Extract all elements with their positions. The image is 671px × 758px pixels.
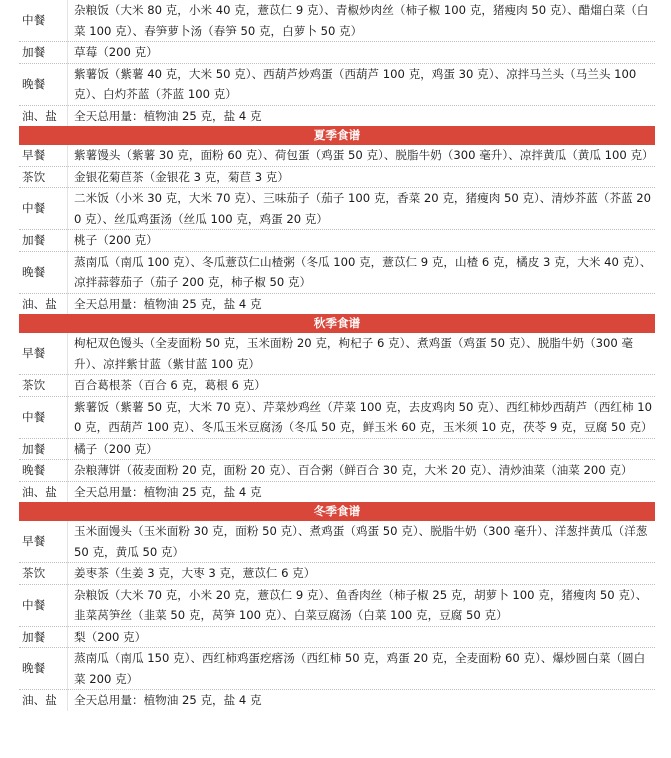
meal-content: 杂粮饭（大米 80 克，小米 40 克，薏苡仁 9 克）、青椒炒肉丝（柿子椒 100 克，猪瘦肉 50 克）、醋熘白菜（白菜 100 克）、春笋萝卜汤（春笋 50 克，白萝卜 50 克） xyxy=(74,3,649,38)
meal-content: 玉米面馒头（玉米面粉 30 克，面粉 50 克）、煮鸡蛋（鸡蛋 50 克）、脱脂牛奶（300 毫升）、洋葱拌黄瓜（洋葱 50 克，黄瓜 50 克） xyxy=(74,524,648,559)
meal-content: 金银花菊苣茶（金银花 3 克，菊苣 3 克） xyxy=(68,166,656,188)
meal-content: 杂粮薄饼（莜麦面粉 20 克，面粉 20 克）、百合粥（鲜百合 30 克，大米 20 克）、清炒油菜（油菜 200 克） xyxy=(68,460,656,482)
meal-label: 加餐 xyxy=(19,626,68,648)
meal-label: 加餐 xyxy=(19,230,68,252)
meal-label: 晚餐 xyxy=(19,63,68,105)
meal-row xyxy=(19,690,655,711)
meal-label: 晚餐 xyxy=(19,460,68,482)
meal-label: 茶饮 xyxy=(19,563,68,585)
meal-content: 梨（200 克） xyxy=(68,626,656,648)
meal-row xyxy=(19,42,655,64)
meal-content: 蒸南瓜（南瓜 100 克）、冬瓜薏苡仁山楂粥（冬瓜 100 克，薏苡仁 9 克，山楂 6 克，橘皮 3 克，大米 40 克）、凉拌蒜蓉茄子（茄子 200 克，柿子椒 50 克） xyxy=(68,251,656,293)
meal-content: 草莓（200 克） xyxy=(68,42,656,64)
season-title: 夏季食谱 xyxy=(19,126,655,145)
meal-content: 紫薯馒头（紫薯 30 克，面粉 60 克）、荷包蛋（鸡蛋 50 克）、脱脂牛奶（300 毫升）、凉拌黄瓜（黄瓜 100 克） xyxy=(74,148,654,162)
meal-row xyxy=(19,166,655,188)
menu-table-body xyxy=(19,0,655,711)
meal-row xyxy=(19,145,655,166)
meal-row xyxy=(19,481,655,502)
meal-row xyxy=(19,0,655,42)
meal-label: 早餐 xyxy=(19,521,68,563)
meal-label: 加餐 xyxy=(19,42,68,64)
meal-content: 百合葛根茶（百合 6 克，葛根 6 克） xyxy=(68,375,656,397)
seasonal-menu-table xyxy=(19,0,655,711)
meal-content: 全天总用量：植物油 25 克，盐 4 克 xyxy=(68,690,656,711)
meal-row xyxy=(19,438,655,460)
meal-label: 早餐 xyxy=(19,145,68,166)
meal-label: 油、盐 xyxy=(19,105,68,126)
meal-content: 二米饭（小米 30 克，大米 70 克）、三味茄子（茄子 100 克，香菜 20 克，猪瘦肉 50 克）、清炒芥蓝（芥蓝 200 克）、丝瓜鸡蛋汤（丝瓜 100 克，鸡蛋 20 克） xyxy=(68,188,656,230)
meal-row xyxy=(19,105,655,126)
meal-label: 加餐 xyxy=(19,438,68,460)
season-title: 冬季食谱 xyxy=(19,502,655,521)
meal-label: 油、盐 xyxy=(19,293,68,314)
meal-label: 中餐 xyxy=(19,188,68,230)
meal-row xyxy=(19,188,655,230)
meal-row xyxy=(19,626,655,648)
meal-content: 姜枣茶（生姜 3 克，大枣 3 克，薏苡仁 6 克） xyxy=(68,563,656,585)
meal-content: 蒸南瓜（南瓜 150 克）、西红柿鸡蛋疙瘩汤（西红柿 50 克，鸡蛋 20 克，全麦面粉 60 克）、爆炒圆白菜（圆白菜 200 克） xyxy=(68,648,656,690)
meal-label: 晚餐 xyxy=(19,648,68,690)
meal-row xyxy=(19,63,655,105)
meal-label: 中餐 xyxy=(19,584,68,626)
meal-row xyxy=(19,521,655,563)
meal-content: 全天总用量：植物油 25 克，盐 4 克 xyxy=(68,481,656,502)
meal-label: 油、盐 xyxy=(19,690,68,711)
meal-content: 全天总用量：植物油 25 克，盐 4 克 xyxy=(68,293,656,314)
meal-label: 晚餐 xyxy=(19,251,68,293)
meal-label: 中餐 xyxy=(19,0,68,42)
meal-row xyxy=(19,460,655,482)
meal-row xyxy=(19,563,655,585)
season-header-row xyxy=(19,126,655,145)
meal-row xyxy=(19,230,655,252)
meal-label: 中餐 xyxy=(19,396,68,438)
season-title: 秋季食谱 xyxy=(19,314,655,333)
meal-label: 早餐 xyxy=(19,333,68,375)
meal-row xyxy=(19,396,655,438)
meal-label: 茶饮 xyxy=(19,166,68,188)
meal-content: 枸杞双色馒头（全麦面粉 50 克，玉米面粉 20 克，枸杞子 6 克）、煮鸡蛋（鸡蛋 50 克）、脱脂牛奶（300 毫升）、凉拌紫甘蓝（紫甘蓝 100 克） xyxy=(74,336,634,371)
meal-row xyxy=(19,584,655,626)
meal-row xyxy=(19,375,655,397)
meal-row xyxy=(19,648,655,690)
meal-content: 橘子（200 克） xyxy=(68,438,656,460)
season-header-row xyxy=(19,314,655,333)
meal-content: 杂粮饭（大米 70 克，小米 20 克，薏苡仁 9 克）、鱼香肉丝（柿子椒 25 克，胡萝卜 100 克，猪瘦肉 50 克）、韭菜莴笋丝（韭菜 50 克，莴笋 100 克）、白菜豆腐汤（白菜 100 克，豆腐 50 克） xyxy=(68,584,656,626)
season-header-row xyxy=(19,502,655,521)
meal-row xyxy=(19,251,655,293)
meal-label: 茶饮 xyxy=(19,375,68,397)
meal-row xyxy=(19,293,655,314)
meal-row xyxy=(19,333,655,375)
meal-content: 桃子（200 克） xyxy=(68,230,656,252)
meal-content: 紫薯饭（紫薯 40 克，大米 50 克）、西葫芦炒鸡蛋（西葫芦 100 克，鸡蛋 30 克）、凉拌马兰头（马兰头 100 克）、白灼芥蓝（芥蓝 100 克） xyxy=(68,63,656,105)
meal-content: 紫薯饭（紫薯 50 克，大米 70 克）、芹菜炒鸡丝（芹菜 100 克，去皮鸡肉 50 克）、西红柿炒西葫芦（西红柿 100 克，西葫芦 100 克）、冬瓜玉米豆腐汤（冬瓜 50 克，鲜玉米 60 克，玉米须 10 克，茯苓 9 克，豆腐 50 克） xyxy=(68,396,656,438)
meal-content: 全天总用量：植物油 25 克，盐 4 克 xyxy=(68,105,656,126)
meal-label: 油、盐 xyxy=(19,481,68,502)
